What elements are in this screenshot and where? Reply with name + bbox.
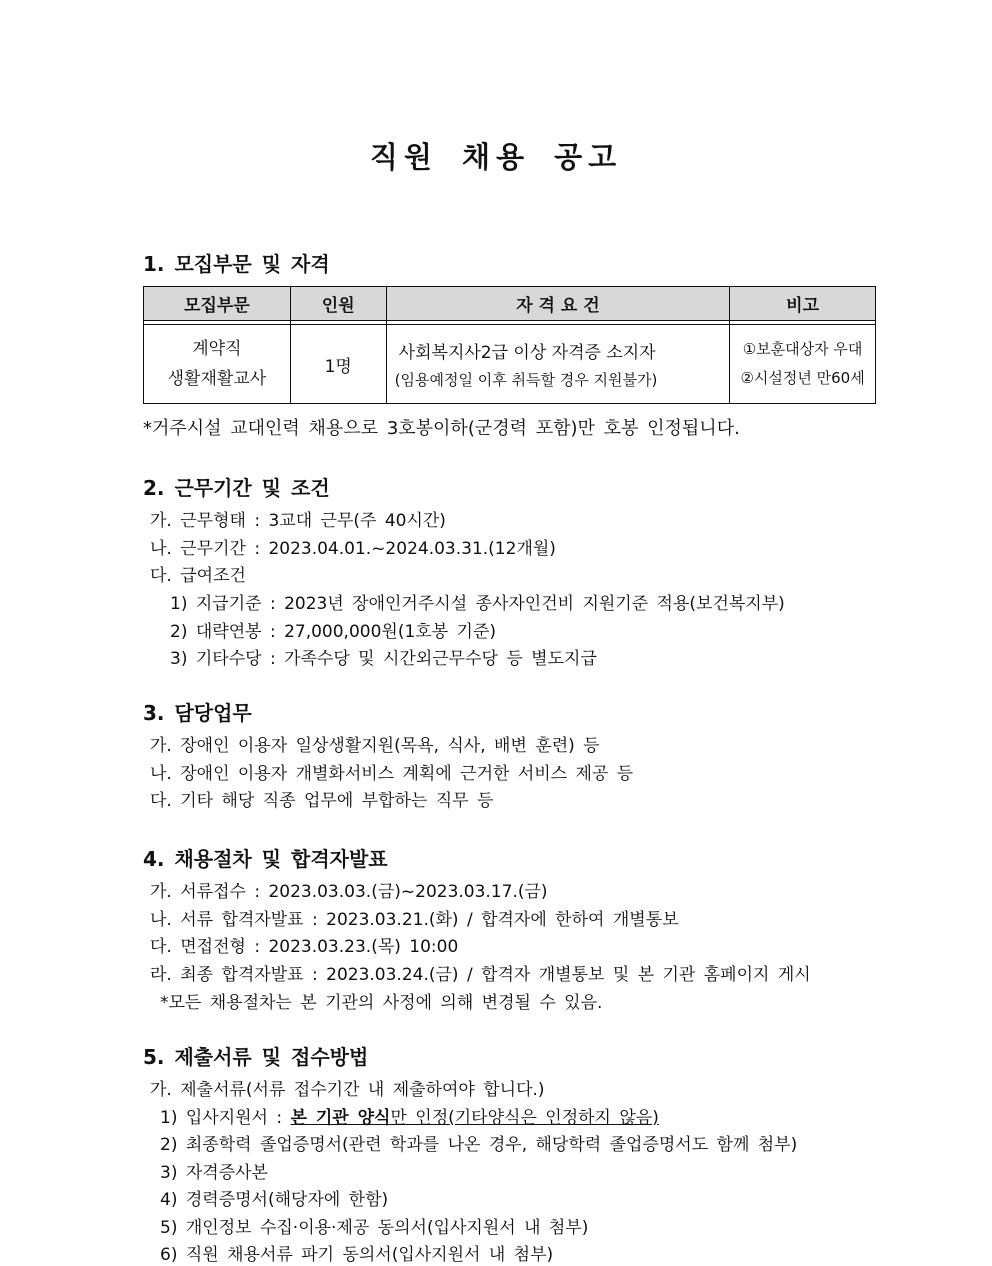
qualification-sub: (임용예정일 이후 취득할 경우 지원불가) [394, 371, 658, 389]
page-title: 직원 채용 공고 [369, 140, 623, 174]
list-item: 3) 자격증사본 [160, 1163, 268, 1183]
list-item: 나. 장애인 이용자 개별화서비스 계획에 근거한 서비스 제공 등 [150, 764, 634, 784]
header-department: 모집부문 [144, 287, 291, 321]
list-item: 2) 대략연봉 : 27,000,000원(1호봉 기준) [170, 622, 497, 642]
list-item: 4) 경력증명서(해당자에 한함) [160, 1190, 389, 1210]
salary-step-footnote: *거주시설 교대인력 채용으로 3호봉이하(군경력 포함)만 호봉 인정됩니다. [143, 418, 740, 439]
list-item: 나. 근무기간 : 2023.04.01.~2024.03.31.(12개월) [150, 539, 556, 559]
list-item: 5) 개인정보 수집·이용·제공 동의서(입사지원서 내 첨부) [160, 1218, 589, 1238]
list-item: 6) 직원 채용서류 파기 동의서(입사지원서 내 첨부) [160, 1245, 554, 1265]
remark-2: ②시설정년 만60세 [740, 369, 865, 387]
procedure-note: *모든 채용절차는 본 기관의 사정에 의해 변경될 수 있음. [160, 993, 603, 1013]
document-item-application [160, 1103, 659, 1128]
section-heading-work-conditions: 2. 근무기간 및 조건 [143, 476, 330, 500]
remark-1: ①보훈대상자 우대 [742, 340, 863, 358]
list-item: 다. 면접전형 : 2023.03.23.(목) 10:00 [150, 937, 459, 957]
section-heading-documents: 5. 제출서류 및 접수방법 [143, 1045, 369, 1069]
list-item: 가. 근무형태 : 3교대 근무(주 40시간) [150, 511, 446, 531]
list-item: 가. 제출서류(서류 접수기간 내 제출하여야 합니다.) [150, 1080, 545, 1100]
header-qualification: 자 격 요 건 [386, 287, 730, 321]
table-header-row [144, 287, 876, 321]
list-item: 나. 서류 합격자발표 : 2023.03.21.(화) / 합격자에 한하여 개별통보 [150, 910, 679, 930]
cell-department [144, 325, 291, 404]
list-item: 1) 지급기준 : 2023년 장애인거주시설 종사자인건비 지원기준 적용(보건복지부) [170, 594, 785, 614]
cell-remarks [730, 325, 876, 404]
doc1-suffix: 만 인정(기타양식은 인정하지 않음) [390, 1108, 659, 1128]
list-item: 3) 기타수당 : 가족수당 및 시간외근무수당 등 별도지급 [170, 649, 597, 669]
department-line-2: 생활재활교사 [167, 369, 267, 389]
section-heading-duties: 3. 담당업무 [143, 701, 252, 725]
doc1-prefix: 1) 입사지원서 : [160, 1108, 291, 1128]
header-count: 인원 [290, 287, 386, 321]
list-item: 가. 장애인 이용자 일상생활지원(목욕, 식사, 배변 훈련) 등 [150, 736, 600, 756]
list-item: 다. 기타 해당 직종 업무에 부합하는 직무 등 [150, 791, 494, 811]
table-row [144, 325, 876, 404]
recruitment-table [143, 286, 876, 404]
section-heading-procedure: 4. 채용절차 및 합격자발표 [143, 847, 388, 871]
header-remarks: 비고 [730, 287, 876, 321]
cell-qualification [386, 325, 730, 404]
cell-count: 1명 [290, 325, 386, 404]
section-heading-recruitment: 1. 모집부문 및 자격 [143, 252, 330, 276]
qualification-main: 사회복지사2급 이상 자격증 소지자 [398, 343, 656, 363]
doc1-emphasis: 본 기관 양식 [290, 1108, 391, 1128]
department-line-1: 계약직 [192, 339, 242, 359]
list-item: 다. 급여조건 [150, 566, 246, 586]
list-item: 2) 최종학력 졸업증명서(관련 학과를 나온 경우, 해당학력 졸업증명서도 함께 첨부) [160, 1135, 798, 1155]
list-item: 라. 최종 합격자발표 : 2023.03.24.(금) / 합격자 개별통보 및 본 기관 홈페이지 게시 [150, 965, 811, 985]
list-item: 가. 서류접수 : 2023.03.03.(금)~2023.03.17.(금) [150, 882, 548, 902]
